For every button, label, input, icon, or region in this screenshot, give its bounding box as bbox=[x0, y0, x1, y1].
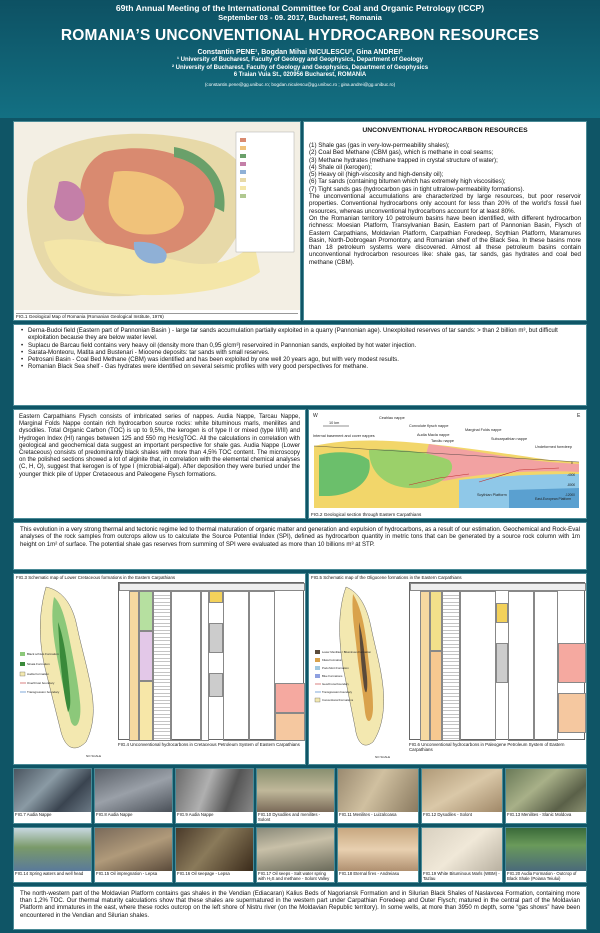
intro-body bbox=[304, 134, 586, 269]
fig4-cell bbox=[249, 591, 275, 741]
evolution-text: This evolution in a very strong thermal and tectonic regime led to thermal maturation of organic matter and generation and expulsion of hydrocarbons, as a result of our estimation. Geochemical and Rock-Eval analyses of the rock samples from outcrops allow us to calculate the Source Potential Index (SPI), defined as hydrocarbon quantity in metric tons that can be generated by a source rock column with 1m height on 1m² of surface. The potential shale gas reserves from summing of SPI were evaluated as more than 10 billions m³ at STP. bbox=[20, 526, 580, 548]
photo-caption: FIG.10 Dysodiles and menilites - Solont bbox=[258, 812, 321, 822]
fig4-cell bbox=[275, 683, 305, 713]
photo-fig16 bbox=[175, 827, 254, 883]
photo-fig11 bbox=[337, 768, 419, 824]
fig4-caption: FIG.4 Unconventional hydrocarbons in Cretaceous Petroleum System of Eastern Carpathians bbox=[118, 742, 300, 747]
fig6-cell bbox=[430, 651, 442, 741]
fig6-cell bbox=[558, 643, 586, 683]
label-undeformed-foredeep: Undeformed foredeep bbox=[535, 445, 572, 449]
depth-0: 0 bbox=[571, 461, 573, 465]
flysch-text: Eastern Carpathians Flysch consists of imbricated series of nappes. Audia Nappe, Tarcau Nappe, Marginal Folds Nappe contain rich hydrocarbon source rocks: white bituminous marls, menilites and dysodiles. Total Organic Carbon (TOC) is up to 9,5%, the kerogen is of type II or mixed (type II/III) and Hydrogen Index (HI) ranges between 125 and 550 mg Hcs/gTOC. All the calculations in correlation with geological and geochemical data suggest an important perspective for shale gas. Audia Nappe (Lower Cretaceous) consists of predominantly black shales with more than 4,5% TOC content. The microscopy on the polished sections showed a lot of alginite that, in correlation with the elemental chemical analyses (C, H, O), suggest that kerogen is of type I (microbial-algal). After deposition they were buried under the younger thick pile of Upper Cretaceous and Paleogene Flysch formations. bbox=[19, 414, 300, 478]
photo-image bbox=[506, 769, 586, 812]
fig5-caption: FIG.5 Schematic map of the Oligocene formations in the Eastern Carpathians bbox=[311, 575, 462, 580]
fig2-caption: FIG.2 Geological section through Eastern Carpathians bbox=[311, 512, 584, 517]
bullet-black-sea: • Romanian Black Sea shelf - Gas hydrates were identified on several seismic profiles with very good perspectives for methane. bbox=[20, 363, 580, 370]
photo-fig8 bbox=[94, 768, 173, 824]
photo-fig19 bbox=[421, 827, 503, 883]
label-marginal-folds: Marginal Folds nappe bbox=[465, 428, 502, 432]
fig4-table-header bbox=[119, 583, 305, 591]
photo-caption: FIG.20 Audia Formation - Outcrop of Black Shale (Poiana Teiului) bbox=[507, 871, 577, 881]
fig6-lithology bbox=[442, 591, 460, 741]
fig6-cell bbox=[558, 693, 586, 733]
fig4-table bbox=[118, 582, 304, 740]
photo-caption: FIG.14 Spring waters and well head bbox=[15, 871, 84, 876]
intro-section bbox=[303, 121, 587, 321]
photo-caption: FIG.11 Menilites - Luizalcoasa bbox=[339, 812, 397, 817]
fig4-cell bbox=[209, 591, 223, 603]
section-scale: 10 km bbox=[329, 421, 340, 425]
photo-fig12 bbox=[421, 768, 503, 824]
photo-fig14 bbox=[13, 827, 92, 883]
fig6-caption: FIG.6 Unconventional hydrocarbons in Paleogene Petroleum System of Eastern Carpathians bbox=[409, 742, 565, 753]
meeting-name: 69th Annual Meeting of the International Committee for Coal and Organic Petrology (ICCP) bbox=[115, 3, 485, 13]
fig6-column bbox=[420, 591, 430, 741]
intro-paragraph-1: The unconventional accumulations are characterized by large resources, but poor reservoir properties. Conventional hydrocarbons only account for less than 20% of the world’s fossil fuel resources, whereas unconventional hydrocarbons account for at least 80%. bbox=[309, 193, 581, 215]
photo-fig17 bbox=[256, 827, 335, 883]
fig4-cell bbox=[223, 591, 249, 741]
photo-fig10 bbox=[256, 768, 335, 824]
evolution-section bbox=[13, 522, 587, 570]
fig3-legend-transgression: Transgression boundary bbox=[27, 690, 60, 694]
fig3-legend-audia: Audia Formation bbox=[27, 672, 50, 676]
photo-fig18 bbox=[337, 827, 419, 883]
depth-8000: -8000 bbox=[567, 483, 576, 487]
fig5-scale: NO SCALE bbox=[375, 755, 391, 759]
emails: (constantin.pene@gg.unibuc.ro; bogdan.niculescu@gg.unibuc.ro ; gina.andrei@gg.unibuc.ro) bbox=[204, 81, 396, 87]
photo-caption: FIG.12 Dysodiles - Solont bbox=[423, 812, 472, 817]
photo-image bbox=[422, 769, 502, 812]
photo-caption: FIG.9 Audia Nappe bbox=[177, 812, 214, 817]
label-internal-basement: Internal basement and cover nappes bbox=[313, 434, 375, 438]
fig3-map bbox=[16, 582, 116, 762]
photo-fig20 bbox=[505, 827, 587, 883]
bullet-sarata: • Sarata-Monteoru, Matita and Bustenari - Miocene deposits: tar sands with small reserves. bbox=[20, 349, 580, 356]
fig5-legend-transgression: Transgression boundary bbox=[322, 690, 353, 694]
fig4-cell bbox=[275, 713, 305, 741]
photo-caption: FIG.13 Menilites - Slanic Moldova bbox=[507, 812, 572, 817]
photo-image bbox=[176, 828, 253, 871]
fig6-cell bbox=[534, 591, 558, 741]
fig3-caption: FIG.3 Schematic map of Lower Cretaceous formations in the Eastern Carpathians bbox=[16, 575, 176, 580]
bullet-suplacu: • Suplacu de Barcau field contains very heavy oil (density more than 0,95 g/cm³) reservoired in Pannonian sands, exploited by hot water injection. bbox=[20, 342, 580, 349]
fig4-lithology bbox=[153, 591, 171, 741]
fields-bullets bbox=[13, 324, 587, 406]
affiliation-1: ¹ University of Bucharest, Faculty of Geology and Geophysics, Department of Geology bbox=[176, 57, 424, 63]
intro-item: (2) Coal Bed Methane (CBM gas), which is methane in coal seams; bbox=[309, 149, 494, 157]
fig4-cell bbox=[139, 681, 153, 741]
photo-caption: FIG.8 Audia Nappe bbox=[96, 812, 133, 817]
photo-image bbox=[257, 828, 334, 871]
intro-item: (4) Shale oil (kerogen); bbox=[309, 163, 372, 171]
geological-map-image bbox=[14, 122, 300, 310]
fig5-legend-conventional: Conventional Formations bbox=[322, 698, 354, 702]
intro-item: (1) Shale gas (gas in very-low-permeability shales); bbox=[309, 142, 450, 149]
photo-image bbox=[14, 769, 91, 812]
bullet-derna-budoi: • Derna-Budoi field (Eastern part of Pannonian Basin ) - large tar sands accumulation partially exploited in a quarry (Pannonian age). Unexploited reserves of tar sands: > than 2 billion m³, but difficult exploitation because they are below water level. bbox=[20, 327, 580, 342]
fig5-map bbox=[311, 582, 407, 762]
photo-fig15 bbox=[94, 827, 173, 883]
intro-item: (5) Heavy oil (high-viscosity and high-density oil); bbox=[309, 171, 444, 179]
fig3-legend-sinaia: Sinaia Formation bbox=[27, 662, 50, 666]
fig1-geological-map bbox=[13, 121, 301, 321]
photo-image bbox=[176, 769, 253, 812]
fig4-column bbox=[129, 591, 139, 741]
fig5-fig6-panel bbox=[308, 573, 587, 765]
label-ceahlau: Ceahlau nappe bbox=[379, 416, 405, 420]
fig6-cell bbox=[460, 591, 496, 741]
fig5-legend-blue: Blue Formations bbox=[322, 674, 343, 678]
fig3-fig4-panel bbox=[13, 573, 306, 765]
photo-caption: FIG.15 Oil impregnation - Lepsa bbox=[96, 871, 158, 876]
label-tarcau: Tarcău nappe bbox=[431, 439, 455, 443]
meeting-dates: September 03 - 09. 2017, Bucharest, Romania bbox=[218, 13, 382, 22]
intro-item: (6) Tar sands (containing bitumen which has extremely high viscosities); bbox=[309, 178, 506, 186]
fig4-cell bbox=[139, 591, 153, 631]
section-east-label: E bbox=[577, 413, 581, 419]
moldavian-section bbox=[13, 886, 587, 930]
flysch-section bbox=[13, 409, 306, 519]
fig2-geological-section bbox=[308, 409, 587, 519]
photo-image bbox=[95, 769, 172, 812]
label-scythian: Scythian Platform bbox=[477, 493, 507, 497]
label-convolute: Convolute flysch nappe bbox=[409, 424, 449, 428]
depth-12000: -12000 bbox=[565, 493, 575, 497]
fig4-cell bbox=[139, 631, 153, 681]
address: 6 Traian Vuia St., 020956 Bucharest, ROMANIA bbox=[233, 72, 367, 78]
fig6-cell bbox=[430, 591, 442, 651]
authors: Constantin PENE¹, Bogdan Mihai NICULESCU², Gina ANDREI² bbox=[197, 49, 403, 56]
photo-fig7 bbox=[13, 768, 92, 824]
label-east-european: East-European Platform bbox=[535, 497, 572, 501]
section-west-label: W bbox=[313, 413, 318, 419]
intro-item: (3) Methane hydrates (methane trapped in crystal structure of water); bbox=[309, 156, 498, 164]
fig6-cell bbox=[496, 603, 508, 623]
fig3-legend-overthrust: Overthrust boundary bbox=[27, 681, 55, 685]
label-subcarpathian: Subcarpathian nappe bbox=[491, 437, 528, 441]
photo-image bbox=[95, 828, 172, 871]
bullet-petrosani: • Petrosani Basin - Coal Bed Methane (CBM) was identified and has been exploited by one well 20 years ago, but with very modest results. bbox=[20, 356, 580, 363]
photo-caption: FIG.18 Eternal fires - Andreiasu bbox=[339, 871, 400, 876]
fig5-legend-menilites: Lower Menilites / Bituminous Formation bbox=[322, 650, 371, 654]
intro-heading: UNCONVENTIONAL HYDROCARBON RESOURCES bbox=[362, 127, 528, 134]
section-drawing bbox=[309, 410, 586, 510]
fig4-cell bbox=[171, 591, 201, 741]
photo-fig9 bbox=[175, 768, 254, 824]
affiliation-2: ² University of Bucharest, Faculty of Geology and Geophysics, Department of Geophysics bbox=[171, 64, 429, 71]
fig4-cell bbox=[209, 673, 223, 697]
fig4-cell bbox=[201, 591, 209, 741]
bullet-list bbox=[14, 325, 586, 373]
fig6-table bbox=[409, 582, 585, 740]
photo-image bbox=[506, 828, 586, 871]
label-audia-macla: Audia Macla nappe bbox=[417, 433, 450, 437]
photo-caption: FIG.7 Audia Nappe bbox=[15, 812, 52, 817]
depth-4000: -4000 bbox=[567, 473, 576, 477]
fig1-caption: FIG.1 Geological Map of Romania (Romanian Geological Institute, 1976) bbox=[16, 313, 298, 319]
poster-title: ROMANIA’S UNCONVENTIONAL HYDROCARBON RESOURCES bbox=[60, 27, 540, 44]
photo-caption: FIG.17 Oil seeps - Salt water spring with H₂S and methane - Solont Valley bbox=[258, 871, 330, 881]
fig6-cell bbox=[496, 643, 508, 683]
fig3-scale: NO SCALE bbox=[86, 754, 102, 758]
fig5-legend-kliwa: Kliwa Formation bbox=[322, 658, 343, 662]
photo-image bbox=[338, 769, 418, 812]
fig4-cell bbox=[209, 623, 223, 653]
fig3-legend-black-schists: Black schists Formation bbox=[27, 652, 59, 656]
fig5-legend-geochronal: Geochronal boundary bbox=[322, 682, 349, 686]
photo-fig13 bbox=[505, 768, 587, 824]
intro-paragraph-2: On the Romanian territory 10 petroleum basins have been identified, with different hydrocarbon richness: Moesian Platform, Transylvanian Basin, Eastern part of Pannonian Basin, Flysch of Eastern Carpathians, Moldavian Platform, Carpathian Foredeep, Scythian Platform, Maramures Basin, North-Dobrogean Promontory, and Romanian shelf of the Black Sea. In these basins more than 18 petroleum systems were discovered. Almost all these petroleum basins contain unconventional hydrocarbon resources like: shale gas, tar sands, gas hydrates and coal bed methane (CBM). bbox=[309, 214, 581, 266]
photo-image bbox=[257, 769, 334, 812]
fig6-cell bbox=[508, 591, 534, 741]
photo-caption: FIG.19 White Bituminous Marls (WBM) - Tazlau bbox=[423, 871, 500, 881]
photo-image bbox=[338, 828, 418, 871]
intro-item: (7) Tight sands gas (hydrocarbon gas in tight ultralow-permeability formations). bbox=[309, 185, 525, 193]
fig5-legend-podu-morii: Podu Morii Formation bbox=[322, 666, 349, 670]
poster-header bbox=[0, 0, 600, 118]
photo-image bbox=[14, 828, 91, 871]
moldavian-text: The north-western part of the Moldavian Platform contains gas shales in the Vendian (Ediacaran) Kalius Beds of Nagoriansk Formation and in Silurian Black Shales of Naslavcea Formation, containing more than 1,2% TOC. Our thermal maturity calculations show that these shales are supermatured in the western part under Carpathian Foredeep and Outer Flysch; matured in the central part of the Moldavian Platform and immatures in the east, where these rocks outcrop on the left shore of Nistru river (on the Moldavian Republic territory). In some wells, at more than 3950 m depth, some “gas shows” have been encountered in the Vendian and Silurian shales. bbox=[20, 890, 580, 919]
fig6-table-header bbox=[410, 583, 586, 591]
photo-image bbox=[422, 828, 502, 871]
photo-caption: FIG.16 Oil seepage - Lepsa bbox=[177, 871, 230, 876]
